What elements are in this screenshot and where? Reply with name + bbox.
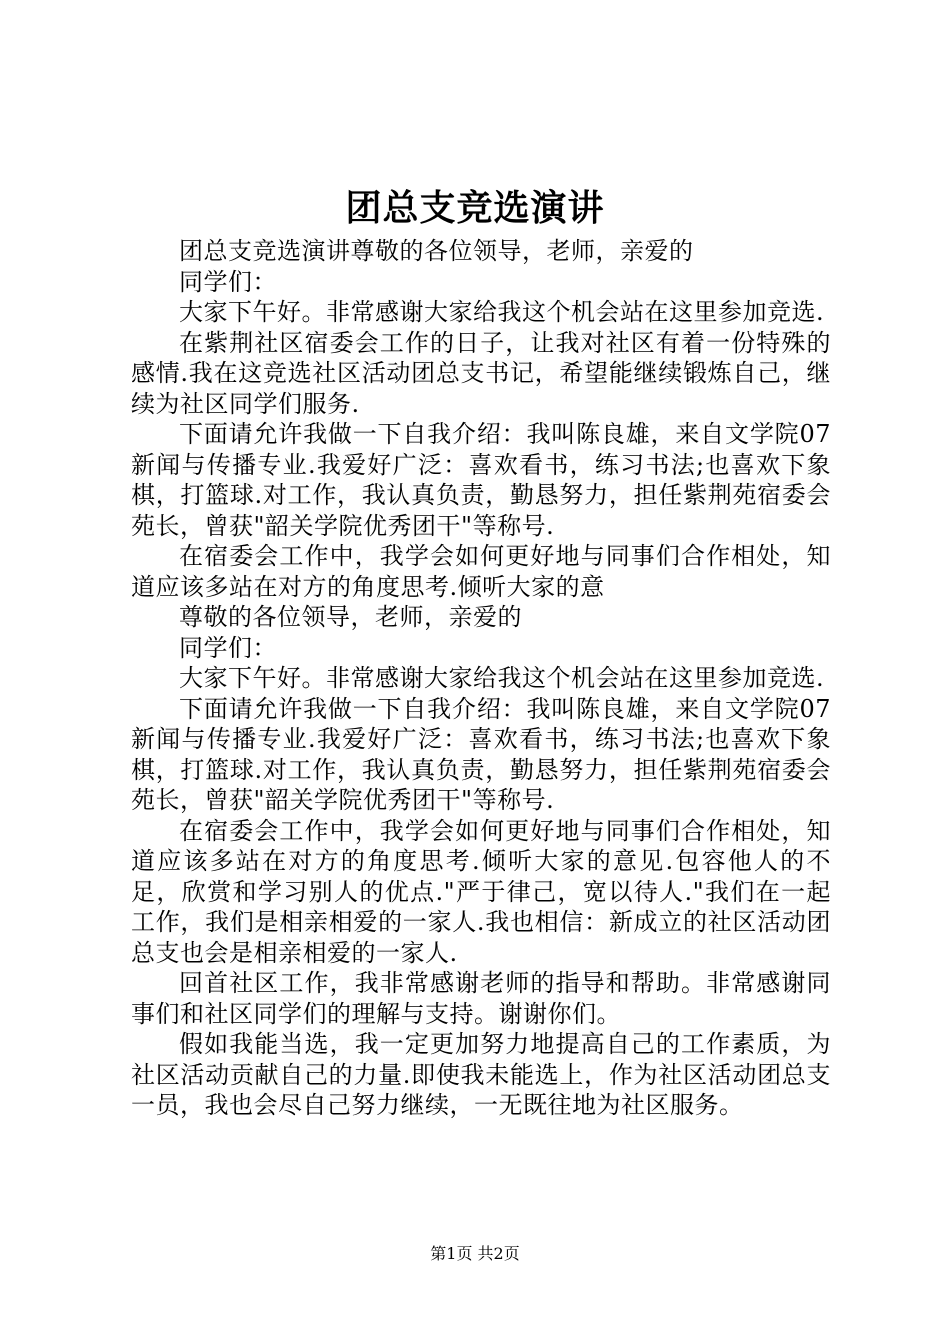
paragraph: 团总支竞选演讲尊敬的各位领导，老师，亲爱的 (179, 237, 694, 265)
paragraph: 假如我能当选，我一定更加努力地提高自己的工作素质，为社区活动贡献自己的力量.即使我未能选上，作为社区活动团总支一员，我也会尽自己努力继续，一无既往地为社区服务。 (131, 1030, 831, 1119)
paragraph: 大家下午好。非常感谢大家给我这个机会站在这里参加竞选. (179, 298, 825, 326)
paragraph: 尊敬的各位领导，老师，亲爱的 (179, 603, 522, 631)
paragraph: 在紫荆社区宿委会工作的日子，让我对社区有着一份特殊的感情.我在这竞选社区活动团总支书记，希望能继续锻炼自己，继续为社区同学们服务. (131, 328, 831, 418)
paragraph: 同学们： (179, 267, 277, 296)
paragraph: 下面请允许我做一下自我介绍：我叫陈良雄，来自文学院07新闻与传播专业.我爱好广泛：喜欢看书，练习书法;也喜欢下象棋，打篮球.对工作，我认真负责，勤恳努力，担任紫荆苑宿委会苑长，曾获"韶关学院优秀团干"等称号. (131, 694, 831, 814)
page-footer: 第1页 共2页 (430, 1244, 520, 1263)
paragraph: 同学们： (179, 633, 277, 662)
document-body (131, 236, 831, 1121)
paragraph: 在宿委会工作中，我学会如何更好地与同事们合作相处，知道应该多站在对方的角度思考.倾听大家的意见.包容他人的不足，欣赏和学习别人的优点."严于律己，宽以待人."我们在一起工作，我们是相亲相爱的一家人.我也相信：新成立的社区活动团总支也会是相亲相爱的一家人. (131, 816, 831, 967)
paragraph: 回首社区工作，我非常感谢老师的指导和帮助。非常感谢同事们和社区同学们的理解与支持。谢谢你们。 (131, 969, 831, 1028)
paragraph: 下面请允许我做一下自我介绍：我叫陈良雄，来自文学院07新闻与传播专业.我爱好广泛：喜欢看书，练习书法;也喜欢下象棋，打篮球.对工作，我认真负责，勤恳努力，担任紫荆苑宿委会苑长，曾获"韶关学院优秀团干"等称号. (131, 420, 831, 540)
paragraph: 大家下午好。非常感谢大家给我这个机会站在这里参加竞选. (179, 664, 825, 692)
document-title: 团总支竞选演讲 (345, 187, 605, 229)
paragraph: 在宿委会工作中，我学会如何更好地与同事们合作相处，知道应该多站在对方的角度思考.倾听大家的意 (131, 542, 831, 601)
